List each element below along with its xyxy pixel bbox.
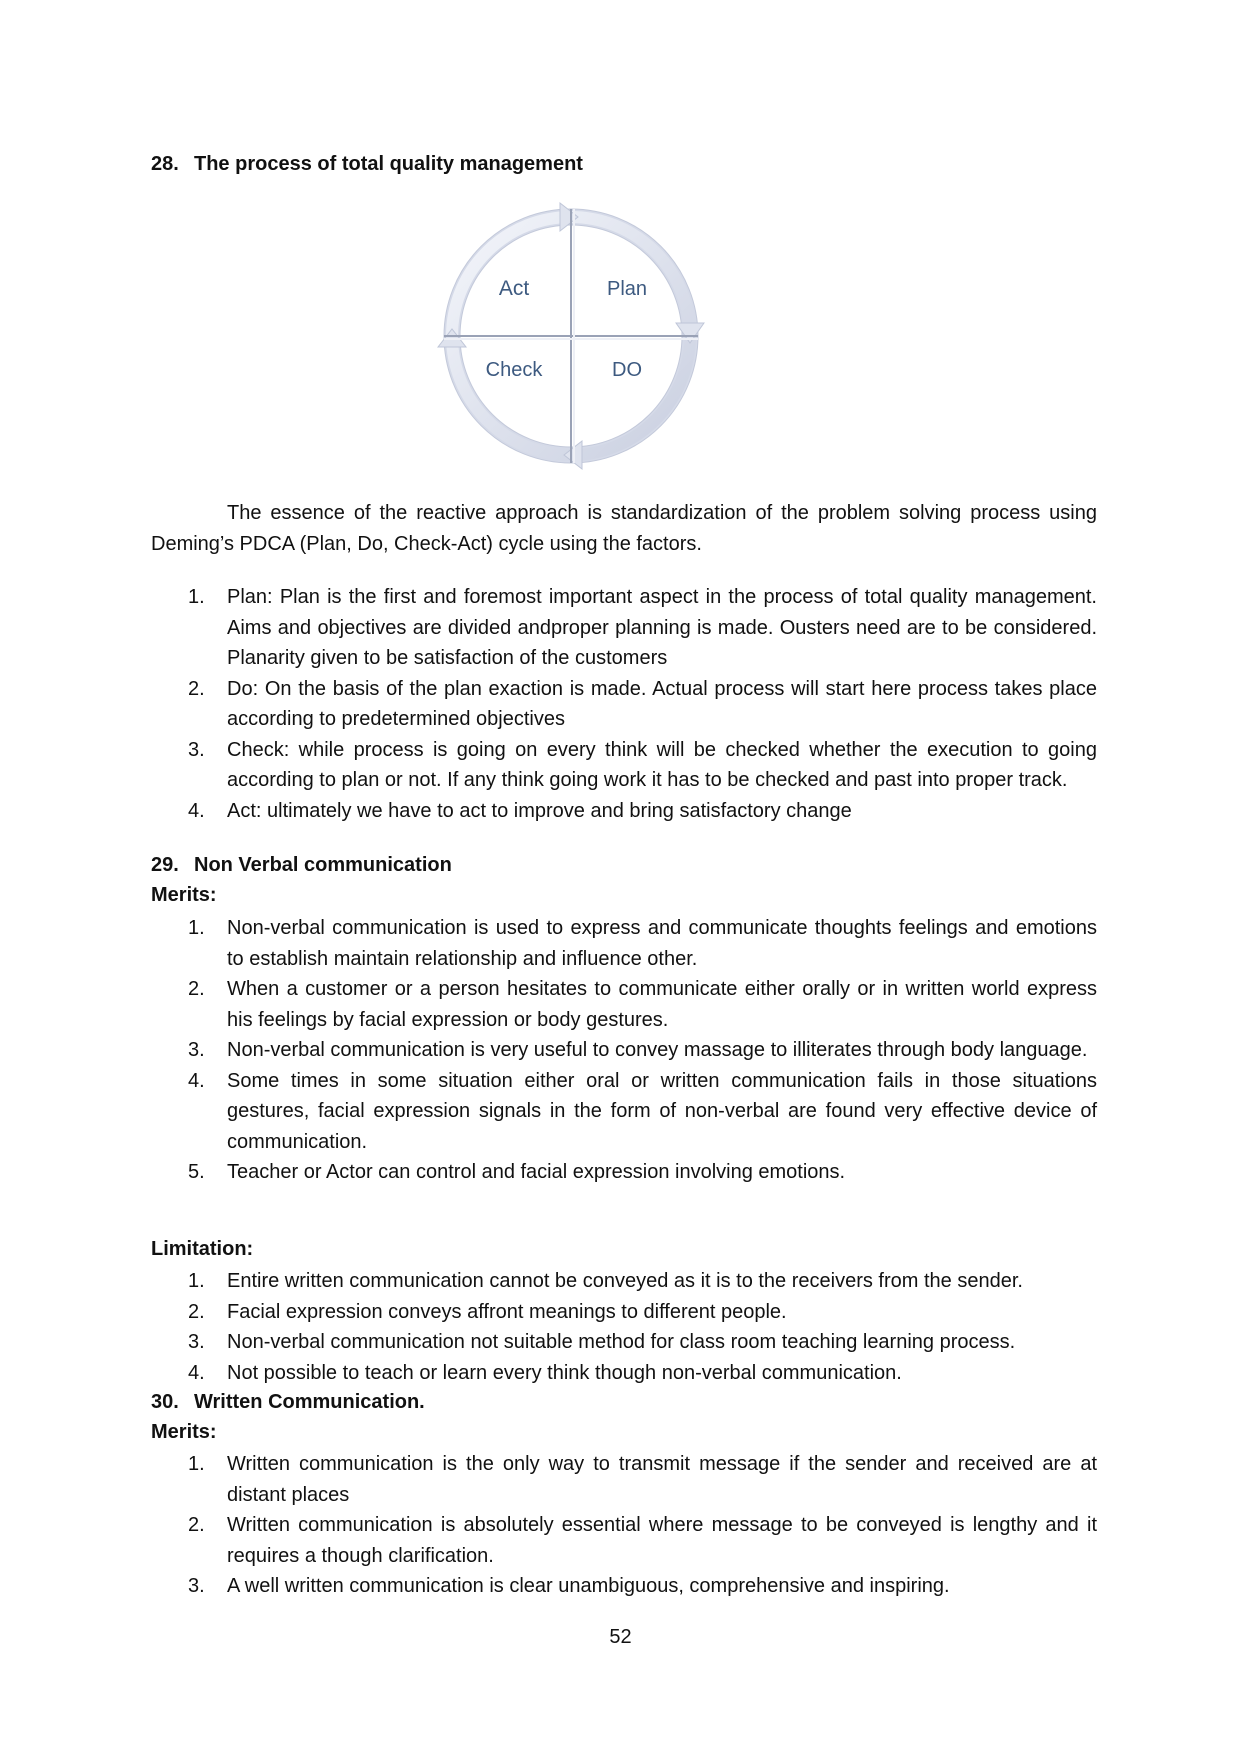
limitation-label: Limitation: bbox=[151, 1238, 254, 1260]
do-label: DO bbox=[612, 359, 642, 381]
list-item: 1. Entire written communication cannot be conveyed as it is to the receivers from the sender. bbox=[188, 1270, 1023, 1292]
section-title: Written Communication. bbox=[194, 1391, 425, 1413]
check-label: Check bbox=[485, 359, 543, 381]
list-item: 1. Non-verbal communication is used to express and communicate thoughts feelings and emotions to establish maintain relationship and influence other. bbox=[188, 917, 1097, 970]
list-item: 4. Act: ultimately we have to act to improve and bring satisfactory change bbox=[188, 799, 852, 822]
list-item: 5. Teacher or Actor can control and facial expression involving emotions. bbox=[188, 1161, 846, 1183]
non-verbal-merits-list bbox=[151, 913, 1097, 1188]
list-item: 3. Non-verbal communication is very useful to convey massage to illiterates through body language. bbox=[188, 1039, 1088, 1061]
plan-label: Plan bbox=[606, 278, 648, 300]
merits-label: Merits: bbox=[151, 884, 217, 906]
section-number: 30. bbox=[151, 1391, 179, 1413]
list-item: 1. Plan: Plan is the first and foremost important aspect in the process of total quality management. Aims and objectives are divided andproper planning is made. Ousters need are to be considered. Planarity given to be satisfaction of the customers bbox=[188, 586, 1097, 669]
list-item: 2. Facial expression conveys affront meanings to different people. bbox=[188, 1300, 787, 1323]
list-item: 3. Check: while process is going on every think will be checked whether the execution to going according to plan or not. If any think going work it has to be checked and past into proper track. bbox=[188, 738, 1097, 791]
pdca-intro-paragraph: The essence of the reactive approach is standardization of the problem solving process using Deming’s PDCA (Plan, Do, Check-Act) cycle using the factors. bbox=[151, 502, 1097, 555]
list-item: 4. Not possible to teach or learn every think though non-verbal communication. bbox=[188, 1361, 902, 1384]
section-30-heading bbox=[151, 1390, 425, 1414]
list-item: 3. Non-verbal communication not suitable method for class room teaching learning process. bbox=[188, 1331, 1016, 1353]
written-merits-list bbox=[151, 1449, 1097, 1602]
list-item: 1. Written communication is the only way to transmit message if the sender and received are at distant places bbox=[188, 1453, 1097, 1506]
act-label: Act bbox=[498, 277, 530, 300]
section-28-heading bbox=[151, 152, 583, 176]
merits-label: Merits: bbox=[151, 1421, 217, 1443]
arrowhead-top-icon bbox=[560, 203, 578, 231]
list-item: 2. Do: On the basis of the plan exaction is made. Actual process will start here process takes place according to predetermined objectives bbox=[188, 677, 1097, 730]
pdca-steps-list bbox=[151, 582, 1097, 826]
section-title: The process of total quality management bbox=[194, 153, 583, 175]
list-item: 2. Written communication is absolutely essential where message to be conveyed is lengthy and it requires a though clarification. bbox=[188, 1514, 1097, 1567]
page-number: 52 bbox=[609, 1626, 632, 1648]
non-verbal-limitations-list bbox=[151, 1266, 1097, 1388]
section-number: 29. bbox=[151, 854, 179, 876]
section-title: Non Verbal communication bbox=[194, 854, 452, 876]
list-item: 2. When a customer or a person hesitates to communicate either orally or in written world express his feelings by facial expression or body gestures. bbox=[188, 978, 1097, 1031]
section-29-heading bbox=[151, 853, 452, 877]
section-number: 28. bbox=[151, 153, 179, 175]
list-item: 3. A well written communication is clear unambiguous, comprehensive and inspiring. bbox=[188, 1575, 950, 1597]
list-item: 4. Some times in some situation either oral or written communication fails in those situations gestures, facial expression signals in the form of non-verbal are found very effective device of communication. bbox=[188, 1069, 1097, 1153]
pdca-cycle-diagram bbox=[430, 195, 712, 477]
